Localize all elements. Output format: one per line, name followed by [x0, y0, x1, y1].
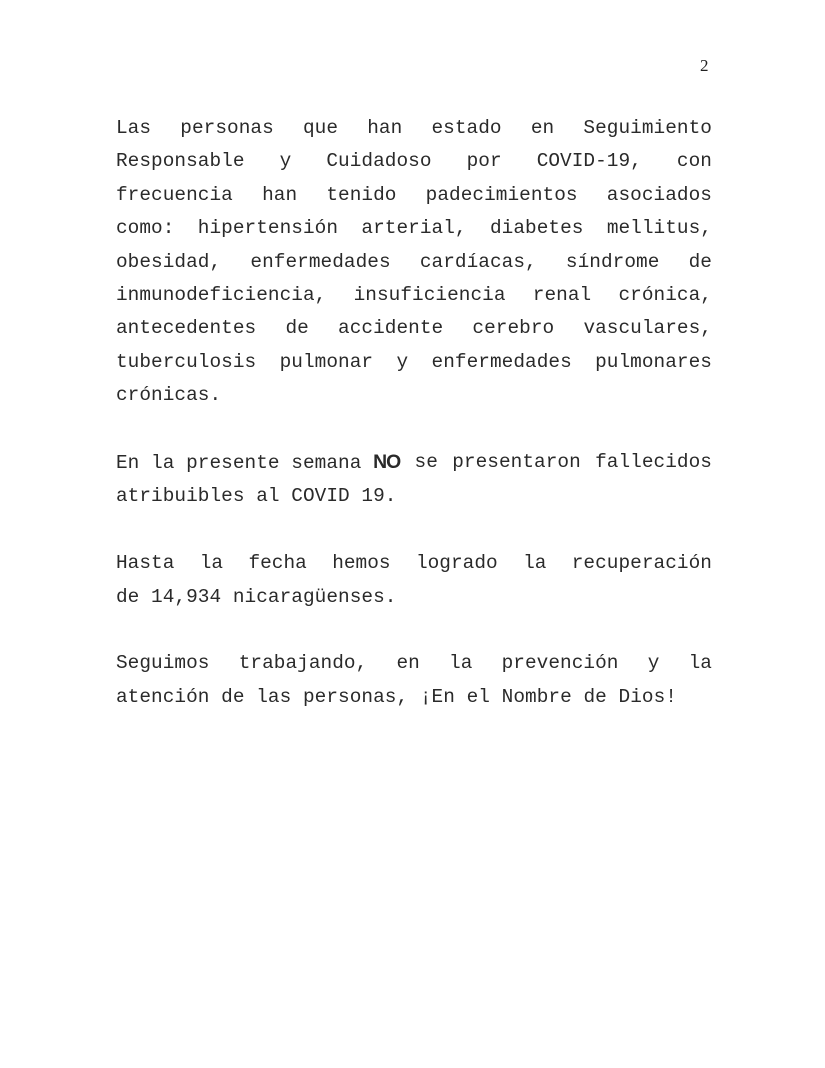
word: la: [688, 652, 712, 675]
word: de: [285, 317, 309, 340]
text-line: atribuibles al COVID 19.: [116, 485, 397, 508]
word: como:: [116, 217, 175, 240]
word: prevención: [501, 652, 619, 675]
text-line: [116, 179, 712, 212]
word: en: [396, 652, 420, 675]
text-line: [116, 647, 712, 680]
word: se: [414, 451, 438, 474]
text-line: de 14,934 nicaragüenses.: [116, 585, 397, 608]
word: Hasta: [116, 552, 175, 575]
word: padecimientos: [425, 183, 578, 206]
word: logrado: [415, 552, 498, 575]
word: con: [676, 150, 712, 173]
word: obesidad,: [116, 250, 222, 273]
word: la: [199, 552, 224, 575]
text-line: atención de las personas, ¡En el Nombre de Dios!: [116, 685, 677, 708]
document-body: [116, 112, 712, 748]
word: estado: [431, 117, 502, 139]
word: han: [367, 117, 403, 139]
word: accidente: [338, 317, 444, 340]
word: enfermedades: [250, 250, 391, 273]
word: insuficiencia: [353, 284, 506, 307]
word: y: [647, 652, 660, 675]
paragraph-recoveries: [116, 547, 712, 614]
word: Las: [116, 117, 152, 139]
word: por: [466, 150, 502, 173]
word: inmunodeficiencia,: [116, 284, 327, 307]
text-line: crónicas.: [116, 384, 222, 407]
word: cardíacas,: [419, 250, 537, 273]
word: recuperación: [571, 552, 712, 575]
word: crónica,: [618, 284, 712, 307]
word: frecuencia: [116, 183, 233, 206]
paragraph-comorbidities: [116, 112, 712, 413]
word: pulmonar: [279, 350, 374, 373]
text-line: [116, 279, 712, 312]
word: cerebro: [472, 317, 555, 340]
word: tuberculosis: [116, 350, 257, 373]
text-line: [116, 312, 712, 345]
word: renal: [532, 284, 592, 307]
word: hipertensión: [197, 217, 339, 240]
word: enfermedades: [431, 350, 572, 373]
paragraph-deaths: [116, 446, 712, 514]
text-line: [116, 145, 712, 178]
word: asociados: [606, 183, 712, 206]
word: antecedentes: [116, 317, 257, 340]
word: y: [396, 350, 409, 373]
word: Seguimiento: [583, 117, 712, 139]
word: vasculares,: [583, 317, 712, 340]
word: tenido: [326, 183, 397, 206]
emphasis-no: NO: [373, 451, 401, 474]
word: hemos: [332, 552, 391, 575]
word: pulmonares: [595, 350, 712, 373]
text-line: [116, 446, 712, 480]
text-line: [116, 547, 712, 580]
word: trabajando,: [238, 652, 368, 675]
paragraph-closing: [116, 647, 712, 714]
word: arterial,: [361, 217, 467, 240]
text-before-emphasis: En la presente semana: [116, 452, 362, 475]
word: Cuidadoso: [326, 150, 432, 173]
word: la: [449, 652, 473, 675]
word: mellitus,: [606, 217, 712, 240]
text-line: [116, 246, 712, 279]
text-segment: [116, 446, 400, 480]
word: síndrome: [565, 250, 660, 273]
word: fallecidos: [595, 451, 712, 474]
page-number: 2: [700, 56, 709, 75]
word: de: [688, 250, 712, 273]
word: la: [523, 552, 547, 575]
word: fecha: [248, 552, 307, 575]
word: presentaron: [452, 451, 581, 474]
word: Seguimos: [116, 652, 210, 675]
word: en: [530, 117, 555, 139]
word: y: [279, 150, 292, 173]
text-line: [116, 346, 712, 379]
word: que: [302, 117, 339, 139]
word: COVID-19,: [536, 150, 642, 173]
text-line: [116, 212, 712, 245]
word: Responsable: [116, 150, 245, 173]
text-line: [116, 112, 712, 145]
word: diabetes: [489, 217, 584, 240]
word: personas: [180, 117, 274, 139]
word: han: [262, 183, 298, 206]
